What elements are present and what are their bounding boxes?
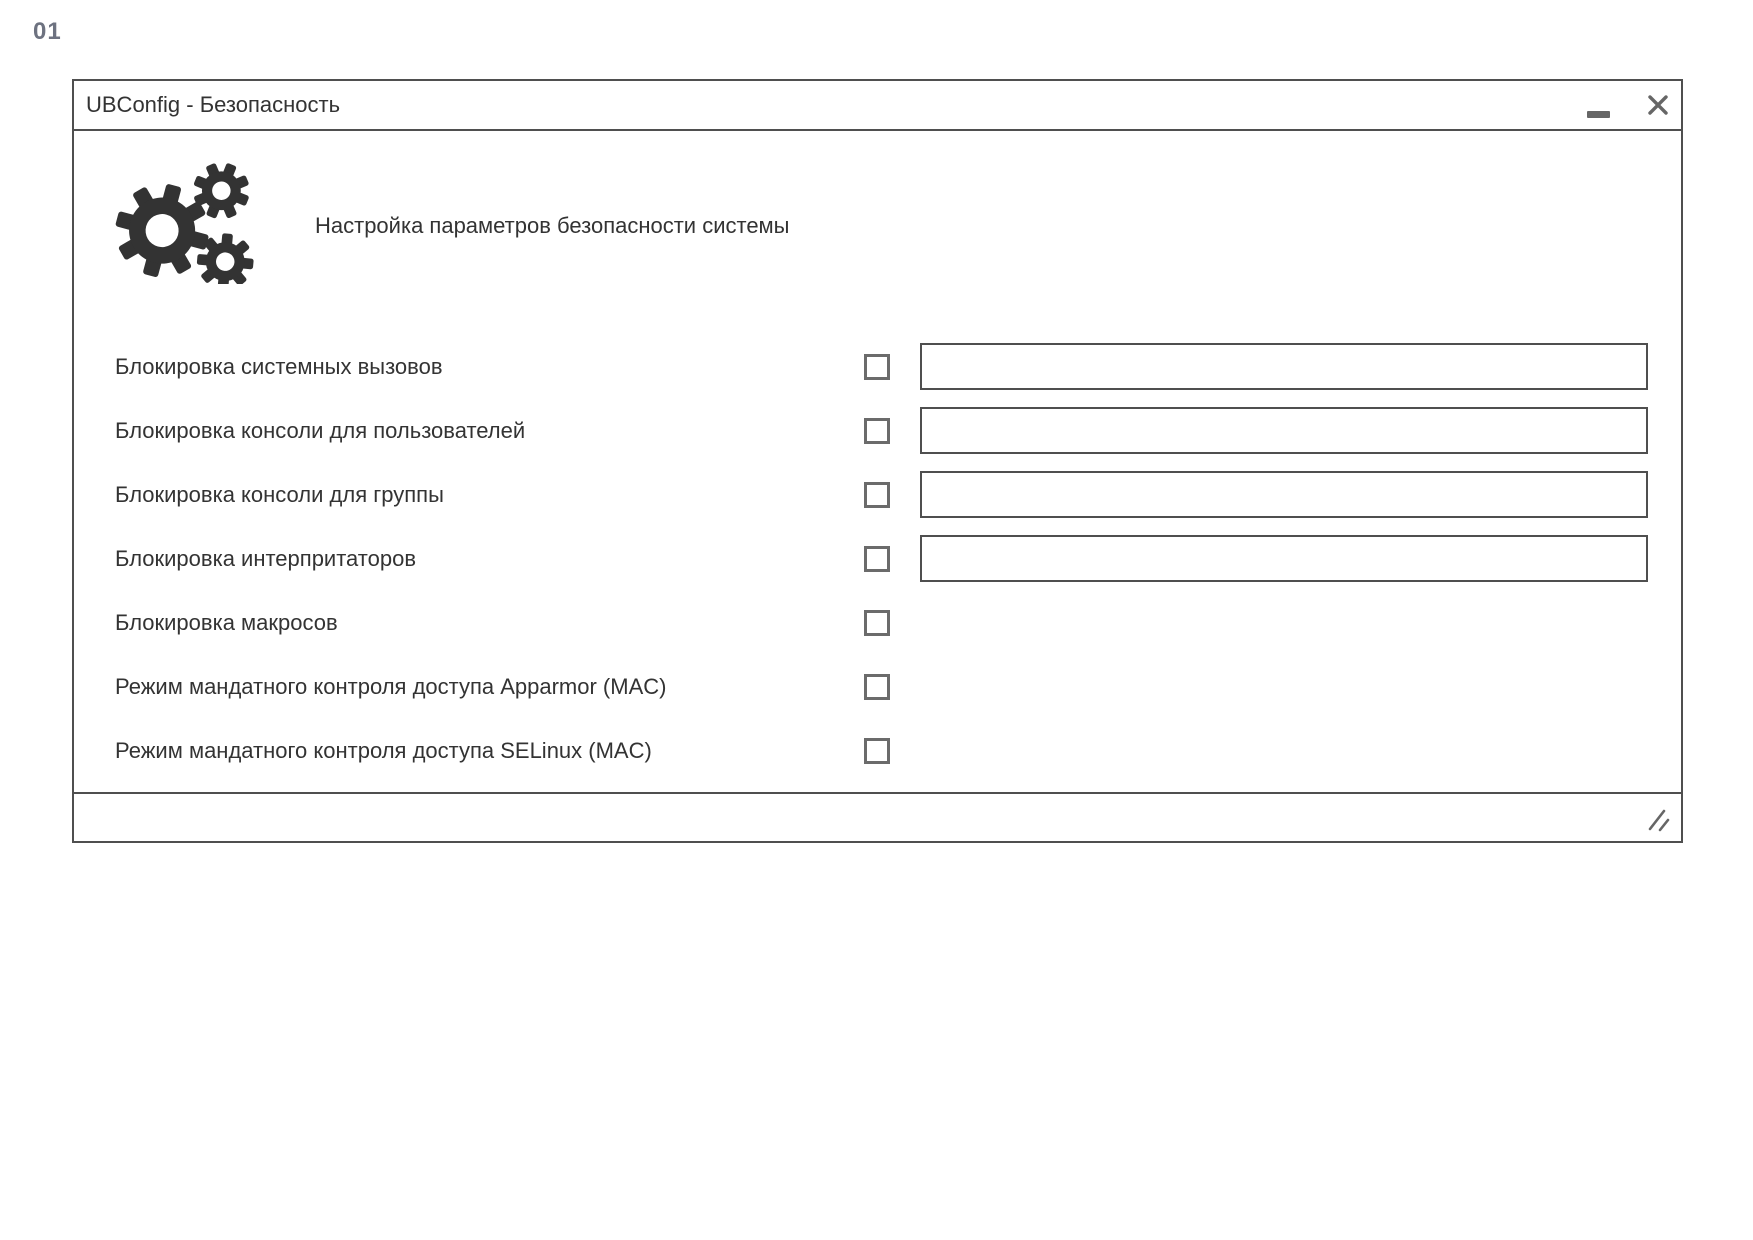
setting-label: Блокировка консоли для группы [115, 481, 444, 507]
setting-label: Блокировка системных вызовов [115, 353, 443, 379]
setting-label: Режим мандатного контроля доступа Apparmor (MAC) [115, 673, 667, 699]
setting-value-input[interactable] [920, 471, 1648, 518]
setting-value-input[interactable] [920, 407, 1648, 454]
setting-label: Блокировка консоли для пользователей [115, 417, 526, 443]
settings-row [74, 535, 1681, 582]
window-title: UBConfig - Безопасность [86, 92, 341, 117]
settings-row [74, 471, 1681, 518]
window-content [74, 131, 1681, 792]
settings-row [74, 343, 1681, 390]
settings-row [74, 663, 1681, 710]
settings-row [74, 599, 1681, 646]
setting-value-input[interactable] [920, 343, 1648, 390]
setting-checkbox[interactable] [864, 418, 890, 444]
minimize-icon [1587, 111, 1610, 118]
setting-checkbox[interactable] [864, 610, 890, 636]
setting-value-input[interactable] [920, 535, 1648, 582]
setting-label: Блокировка макросов [115, 609, 338, 635]
settings-rows [74, 343, 1681, 791]
setting-label: Блокировка интерпритаторов [115, 545, 417, 571]
gears-icon [110, 148, 255, 284]
settings-row [74, 727, 1681, 774]
setting-checkbox[interactable] [864, 674, 890, 700]
settings-row [74, 407, 1681, 454]
security-settings-heading: Настройка параметров безопасности системы [315, 213, 790, 238]
minimize-button[interactable] [1587, 111, 1610, 119]
resize-grip-icon[interactable] [1647, 807, 1673, 833]
setting-checkbox[interactable] [864, 738, 890, 764]
setting-checkbox[interactable] [864, 546, 890, 572]
setting-label: Режим мандатного контроля доступа SELinux (MAC) [115, 737, 652, 763]
window-statusbar [74, 792, 1681, 841]
figure-number: 01 [33, 18, 62, 45]
setting-checkbox[interactable] [864, 354, 890, 380]
close-button[interactable] [1646, 93, 1670, 117]
ubconfig-security-window [72, 79, 1683, 843]
window-titlebar[interactable] [74, 81, 1681, 131]
setting-checkbox[interactable] [864, 482, 890, 508]
close-icon [1646, 93, 1670, 117]
